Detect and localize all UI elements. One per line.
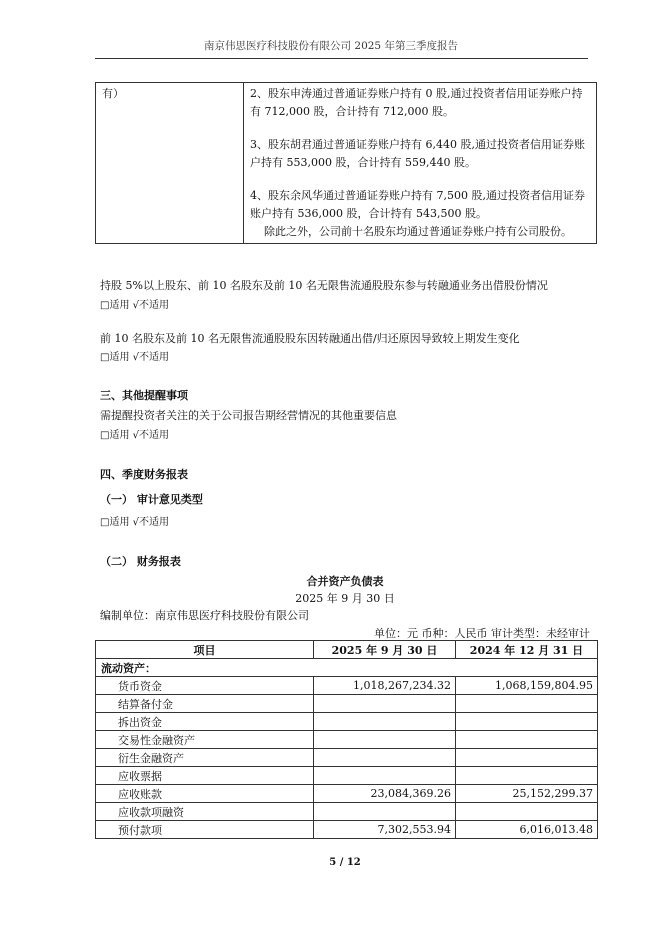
value-2024	[456, 731, 598, 749]
row-label: 应收账款	[96, 785, 314, 803]
row-label: 应收款项融资	[96, 803, 314, 821]
value-2024	[456, 749, 598, 767]
value-2024	[456, 803, 598, 821]
shareholder-notes-table	[95, 82, 597, 244]
column-header: 2025 年 9 月 30 日	[314, 641, 456, 659]
preparer-line: 编制单位：南京伟思医疗科技股份有限公司	[100, 609, 309, 622]
table-header-row	[96, 641, 598, 659]
note-item: 2、股东申涛通过普通证券账户持有 0 股,通过投资者信用证券账户持有 712,000 股，合计持有 712,000 股。	[250, 87, 583, 118]
table-row	[96, 767, 598, 785]
page-number: 5 / 12	[329, 857, 361, 868]
row-label: 衍生金融资产	[96, 749, 314, 767]
value-2025: 23,084,369.26	[314, 785, 456, 803]
section-4-heading: 四、季度财务报表	[100, 468, 188, 481]
note-item: 3、股东胡君通过普通证券账户持有 6,440 股,通过投资者信用证券账户持有 553,000 股，合计持有 559,440 股。	[250, 138, 585, 169]
table-row	[96, 821, 598, 839]
column-header: 项目	[96, 641, 314, 659]
value-2024: 1,068,159,804.95	[456, 677, 598, 695]
value-2025	[314, 731, 456, 749]
balance-sheet-table	[95, 640, 598, 839]
value-2025	[314, 713, 456, 731]
section-3-text: 需提醒投资者关注的关于公司报告期经营情况的其他重要信息	[100, 409, 397, 422]
section-4-1-heading: （一） 审计意见类型	[100, 493, 203, 506]
row-label: 货币资金	[96, 677, 314, 695]
row-label: 应收票据	[96, 767, 314, 785]
table-row	[96, 731, 598, 749]
value-2024	[456, 713, 598, 731]
column-header: 2024 年 12 月 31 日	[456, 641, 598, 659]
balance-sheet-title: 合并资产负债表	[306, 575, 384, 588]
section-3-option: □适用 √不适用	[100, 430, 169, 441]
row-label: 交易性金融资产	[96, 731, 314, 749]
table-row	[96, 713, 598, 731]
value-2024	[456, 767, 598, 785]
section-label: 流动资产：	[96, 659, 598, 677]
change-option: □适用 √不适用	[100, 352, 169, 363]
row-label: 预付款项	[96, 821, 314, 839]
section-4-1-option: □适用 √不适用	[100, 517, 169, 528]
table-row	[96, 677, 598, 695]
section-row	[96, 659, 598, 677]
value-2025	[314, 803, 456, 821]
page-header: 南京伟思医疗科技股份有限公司 2025 年第三季度报告	[204, 40, 458, 52]
table-row	[96, 695, 598, 713]
value-2025	[314, 695, 456, 713]
row-label: 结算备付金	[96, 695, 314, 713]
header-divider	[95, 58, 588, 59]
note-closing: 除此之外，公司前十名股东均通过普通证券账户持有公司股份。	[264, 225, 572, 238]
change-title: 前 10 名股东及前 10 名无限售流通股股东因转融通出借/归还原因导致较上期发生变化	[100, 332, 520, 345]
lending-option: □适用 √不适用	[100, 300, 169, 311]
value-2025	[314, 767, 456, 785]
note-item: 4、股东余风华通过普通证券账户持有 7,500 股,通过投资者信用证券账户持有 536,000 股，合计持有 543,500 股。	[250, 189, 585, 220]
table-row	[96, 83, 597, 244]
value-2025	[314, 749, 456, 767]
row-label: 拆出资金	[96, 713, 314, 731]
value-2024	[456, 695, 598, 713]
value-2024: 6,016,013.48	[456, 821, 598, 839]
table-row	[96, 803, 598, 821]
table-row	[96, 749, 598, 767]
table-row	[96, 785, 598, 803]
value-2025: 1,018,267,234.32	[314, 677, 456, 695]
lending-title: 持股 5%以上股东、前 10 名股东及前 10 名无限售流通股股东参与转融通业务出借股份情况	[100, 279, 548, 292]
table-cell	[244, 83, 597, 244]
section-4-2-heading: （二） 财务报表	[100, 555, 181, 568]
table-cell: 有）	[96, 83, 244, 244]
section-3-heading: 三、其他提醒事项	[100, 389, 188, 402]
unit-line: 单位：元 币种：人民币 审计类型：未经审计	[374, 627, 590, 640]
value-2025: 7,302,553.94	[314, 821, 456, 839]
value-2024: 25,152,299.37	[456, 785, 598, 803]
balance-sheet-date: 2025 年 9 月 30 日	[295, 592, 395, 605]
